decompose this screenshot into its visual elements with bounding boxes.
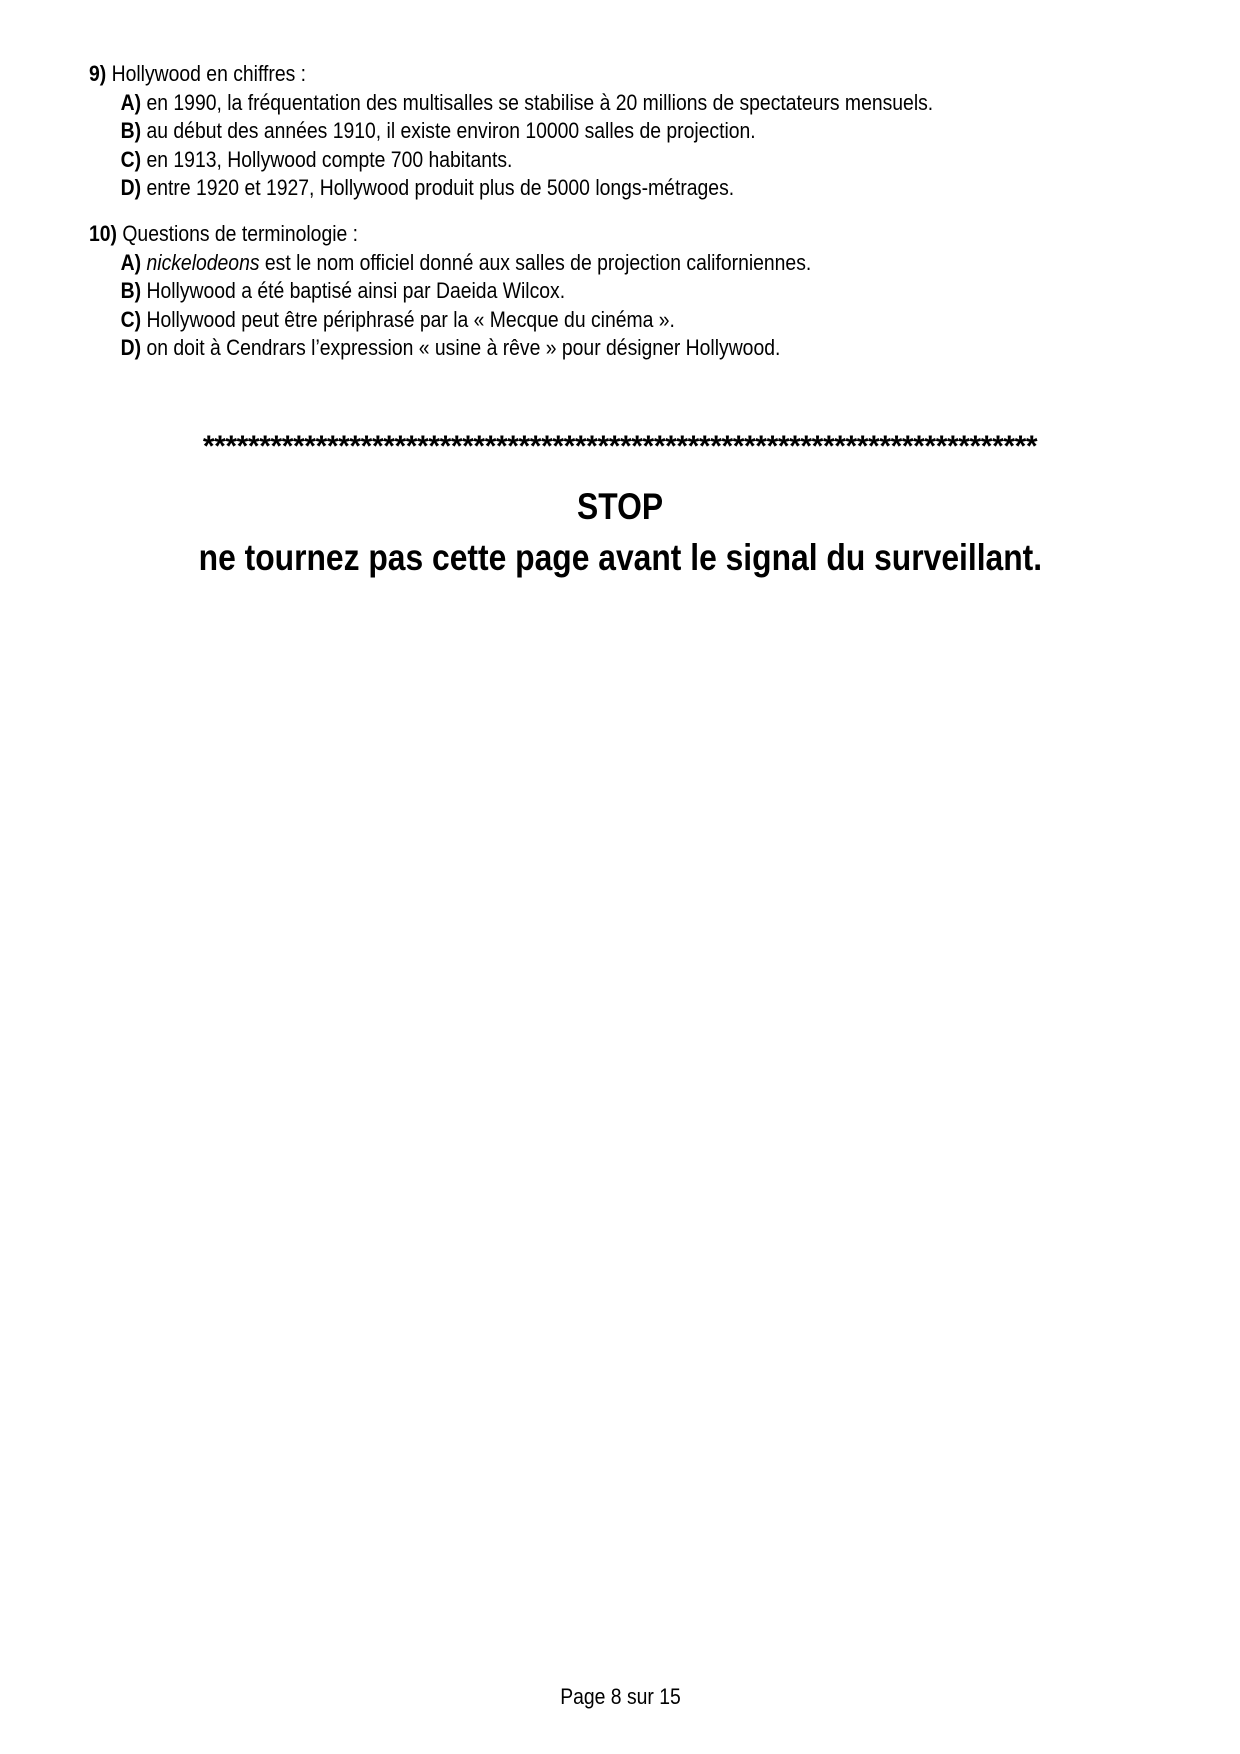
option-text: Hollywood a été baptisé ainsi par Daeida Wilcox. bbox=[146, 278, 566, 303]
question-heading bbox=[89, 60, 1039, 89]
question-9 bbox=[89, 60, 1039, 203]
stop-title-text: STOP bbox=[576, 486, 664, 527]
stop-title bbox=[0, 486, 1240, 528]
question-title: Questions de terminologie : bbox=[122, 221, 359, 246]
option-text: est le nom officiel donné aux salles de projection californiennes. bbox=[259, 249, 812, 275]
option-list bbox=[89, 249, 1039, 363]
option-text: au début des années 1910, il existe environ 10000 salles de projection. bbox=[146, 118, 756, 143]
option-text: en 1913, Hollywood compte 700 habitants. bbox=[146, 146, 513, 172]
option-letter: D) bbox=[120, 335, 142, 360]
option-letter: C) bbox=[120, 306, 142, 332]
option-d bbox=[121, 174, 1040, 203]
option-list bbox=[89, 89, 1039, 203]
page-number-footer bbox=[0, 1684, 1240, 1710]
question-number: 9) bbox=[89, 61, 107, 86]
option-c bbox=[121, 146, 1040, 175]
option-text: on doit à Cendrars l’expression « usine à rêve » pour désigner Hollywood. bbox=[146, 335, 781, 360]
question-title: Hollywood en chiffres : bbox=[111, 61, 307, 86]
option-c bbox=[121, 306, 1040, 335]
option-text: Hollywood peut être périphrasé par la « Mecque du cinéma ». bbox=[146, 306, 675, 332]
option-letter: A) bbox=[120, 249, 142, 275]
question-number: 10) bbox=[89, 221, 117, 246]
option-a bbox=[121, 89, 1040, 118]
page-number: Page 8 sur 15 bbox=[559, 1684, 681, 1709]
option-emphasis: nickelodeons bbox=[146, 249, 260, 275]
option-letter: B) bbox=[120, 278, 142, 303]
option-letter: B) bbox=[120, 118, 142, 143]
asterisk-separator: ************************************************************************** bbox=[202, 430, 1038, 463]
option-text: en 1990, la fréquentation des multisalles se stabilise à 20 millions de spectateurs mensuels. bbox=[146, 89, 934, 115]
option-a bbox=[121, 249, 1040, 278]
option-b bbox=[121, 117, 1040, 146]
option-letter: A) bbox=[120, 89, 142, 115]
stop-message bbox=[0, 536, 1240, 580]
question-10 bbox=[89, 220, 1039, 363]
option-letter: C) bbox=[120, 146, 142, 172]
option-b bbox=[121, 277, 1040, 306]
stop-message-text: ne tournez pas cette page avant le signal du surveillant. bbox=[198, 537, 1042, 578]
option-text: entre 1920 et 1927, Hollywood produit plus de 5000 longs-métrages. bbox=[146, 175, 735, 200]
option-letter: D) bbox=[120, 175, 142, 200]
question-heading bbox=[89, 220, 1039, 249]
option-d bbox=[121, 334, 1040, 363]
